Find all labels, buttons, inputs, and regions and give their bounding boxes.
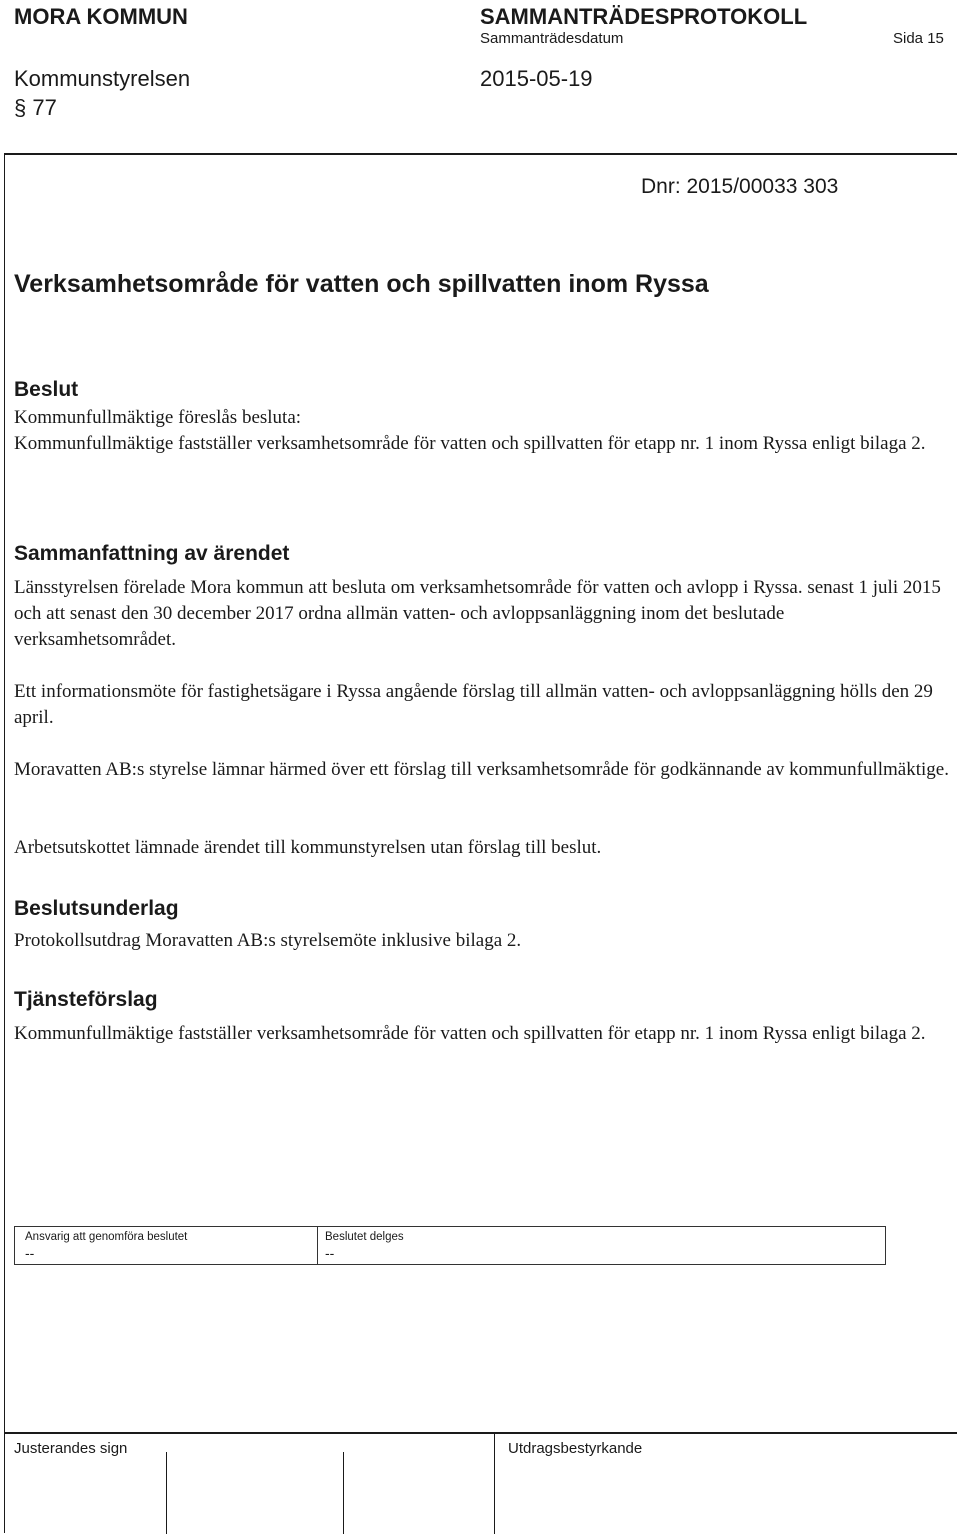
extract-certification-label: Utdragsbestyrkande — [508, 1440, 643, 1457]
responsibility-box-divider — [317, 1227, 318, 1264]
responsible-label: Ansvarig att genomföra beslutet — [25, 1231, 188, 1243]
signature-line-2 — [343, 1452, 344, 1534]
sammanfattning-paragraph-2: Ett informationsmöte för fastighetsägare i Ryssa angående förslag till allmän vatten- och avloppsanläggning hölls den 29 april. — [14, 681, 933, 728]
sammanfattning-paragraph-3: Moravatten AB:s styrelse lämnar härmed över ett förslag till verksamhetsområde för godkännande av kommunfullmäktige. — [14, 759, 949, 780]
meeting-date-label: Sammanträdesdatum — [480, 30, 624, 47]
case-number: Dnr: 2015/00033 303 — [641, 175, 839, 198]
heading-tjansteforslag: Tjänsteförslag — [14, 988, 158, 1011]
left-margin-line — [4, 153, 5, 1533]
beslutsunderlag-text: Protokollsutdrag Moravatten AB:s styrelsemöte inklusive bilaga 2. — [14, 930, 522, 951]
responsibility-box — [14, 1226, 886, 1265]
footer-divider — [4, 1432, 957, 1434]
heading-sammanfattning: Sammanfattning av ärendet — [14, 542, 290, 565]
beslut-intro: Kommunfullmäktige föreslås besluta: — [14, 407, 302, 428]
signers-label: Justerandes sign — [14, 1440, 128, 1457]
page-number: Sida 15 — [893, 30, 944, 47]
distribution-value: -- — [325, 1245, 335, 1261]
document-type: SAMMANTRÄDESPROTOKOLL — [480, 4, 808, 29]
header-divider — [4, 153, 957, 155]
sammanfattning-paragraph-1: Länsstyrelsen förelade Mora kommun att besluta om verksamhetsområde för vatten och avlopp i Ryssa. senast 1 juli 2015 och att senast den 30 december 2017 ordna allmän vatten- och avloppsanläggning inom det beslutade verksamhetsområdet. — [14, 577, 941, 650]
tjansteforslag-text: Kommunfullmäktige fastställer verksamhetsområde för vatten och spillvatten för etapp nr. 1 inom Ryssa enligt bilaga 2. — [14, 1023, 926, 1044]
responsible-value: -- — [25, 1245, 35, 1261]
sammanfattning-paragraph-4: Arbetsutskottet lämnade ärendet till kommunstyrelsen utan förslag till beslut. — [14, 837, 602, 858]
decision-body: Kommunstyrelsen — [14, 66, 191, 91]
distribution-label: Beslutet delges — [325, 1231, 404, 1243]
heading-beslut: Beslut — [14, 378, 79, 401]
paragraph-number: § 77 — [14, 95, 57, 120]
municipality-name: MORA KOMMUN — [14, 4, 188, 29]
signature-line-3 — [494, 1434, 495, 1534]
meeting-date: 2015-05-19 — [480, 66, 593, 91]
case-title: Verksamhetsområde för vatten och spillvatten inom Ryssa — [14, 270, 709, 298]
beslut-text: Kommunfullmäktige fastställer verksamhetsområde för vatten och spillvatten för etapp nr. 1 inom Ryssa enligt bilaga 2. — [14, 433, 926, 454]
signature-line-1 — [166, 1452, 167, 1534]
heading-beslutsunderlag: Beslutsunderlag — [14, 897, 179, 920]
